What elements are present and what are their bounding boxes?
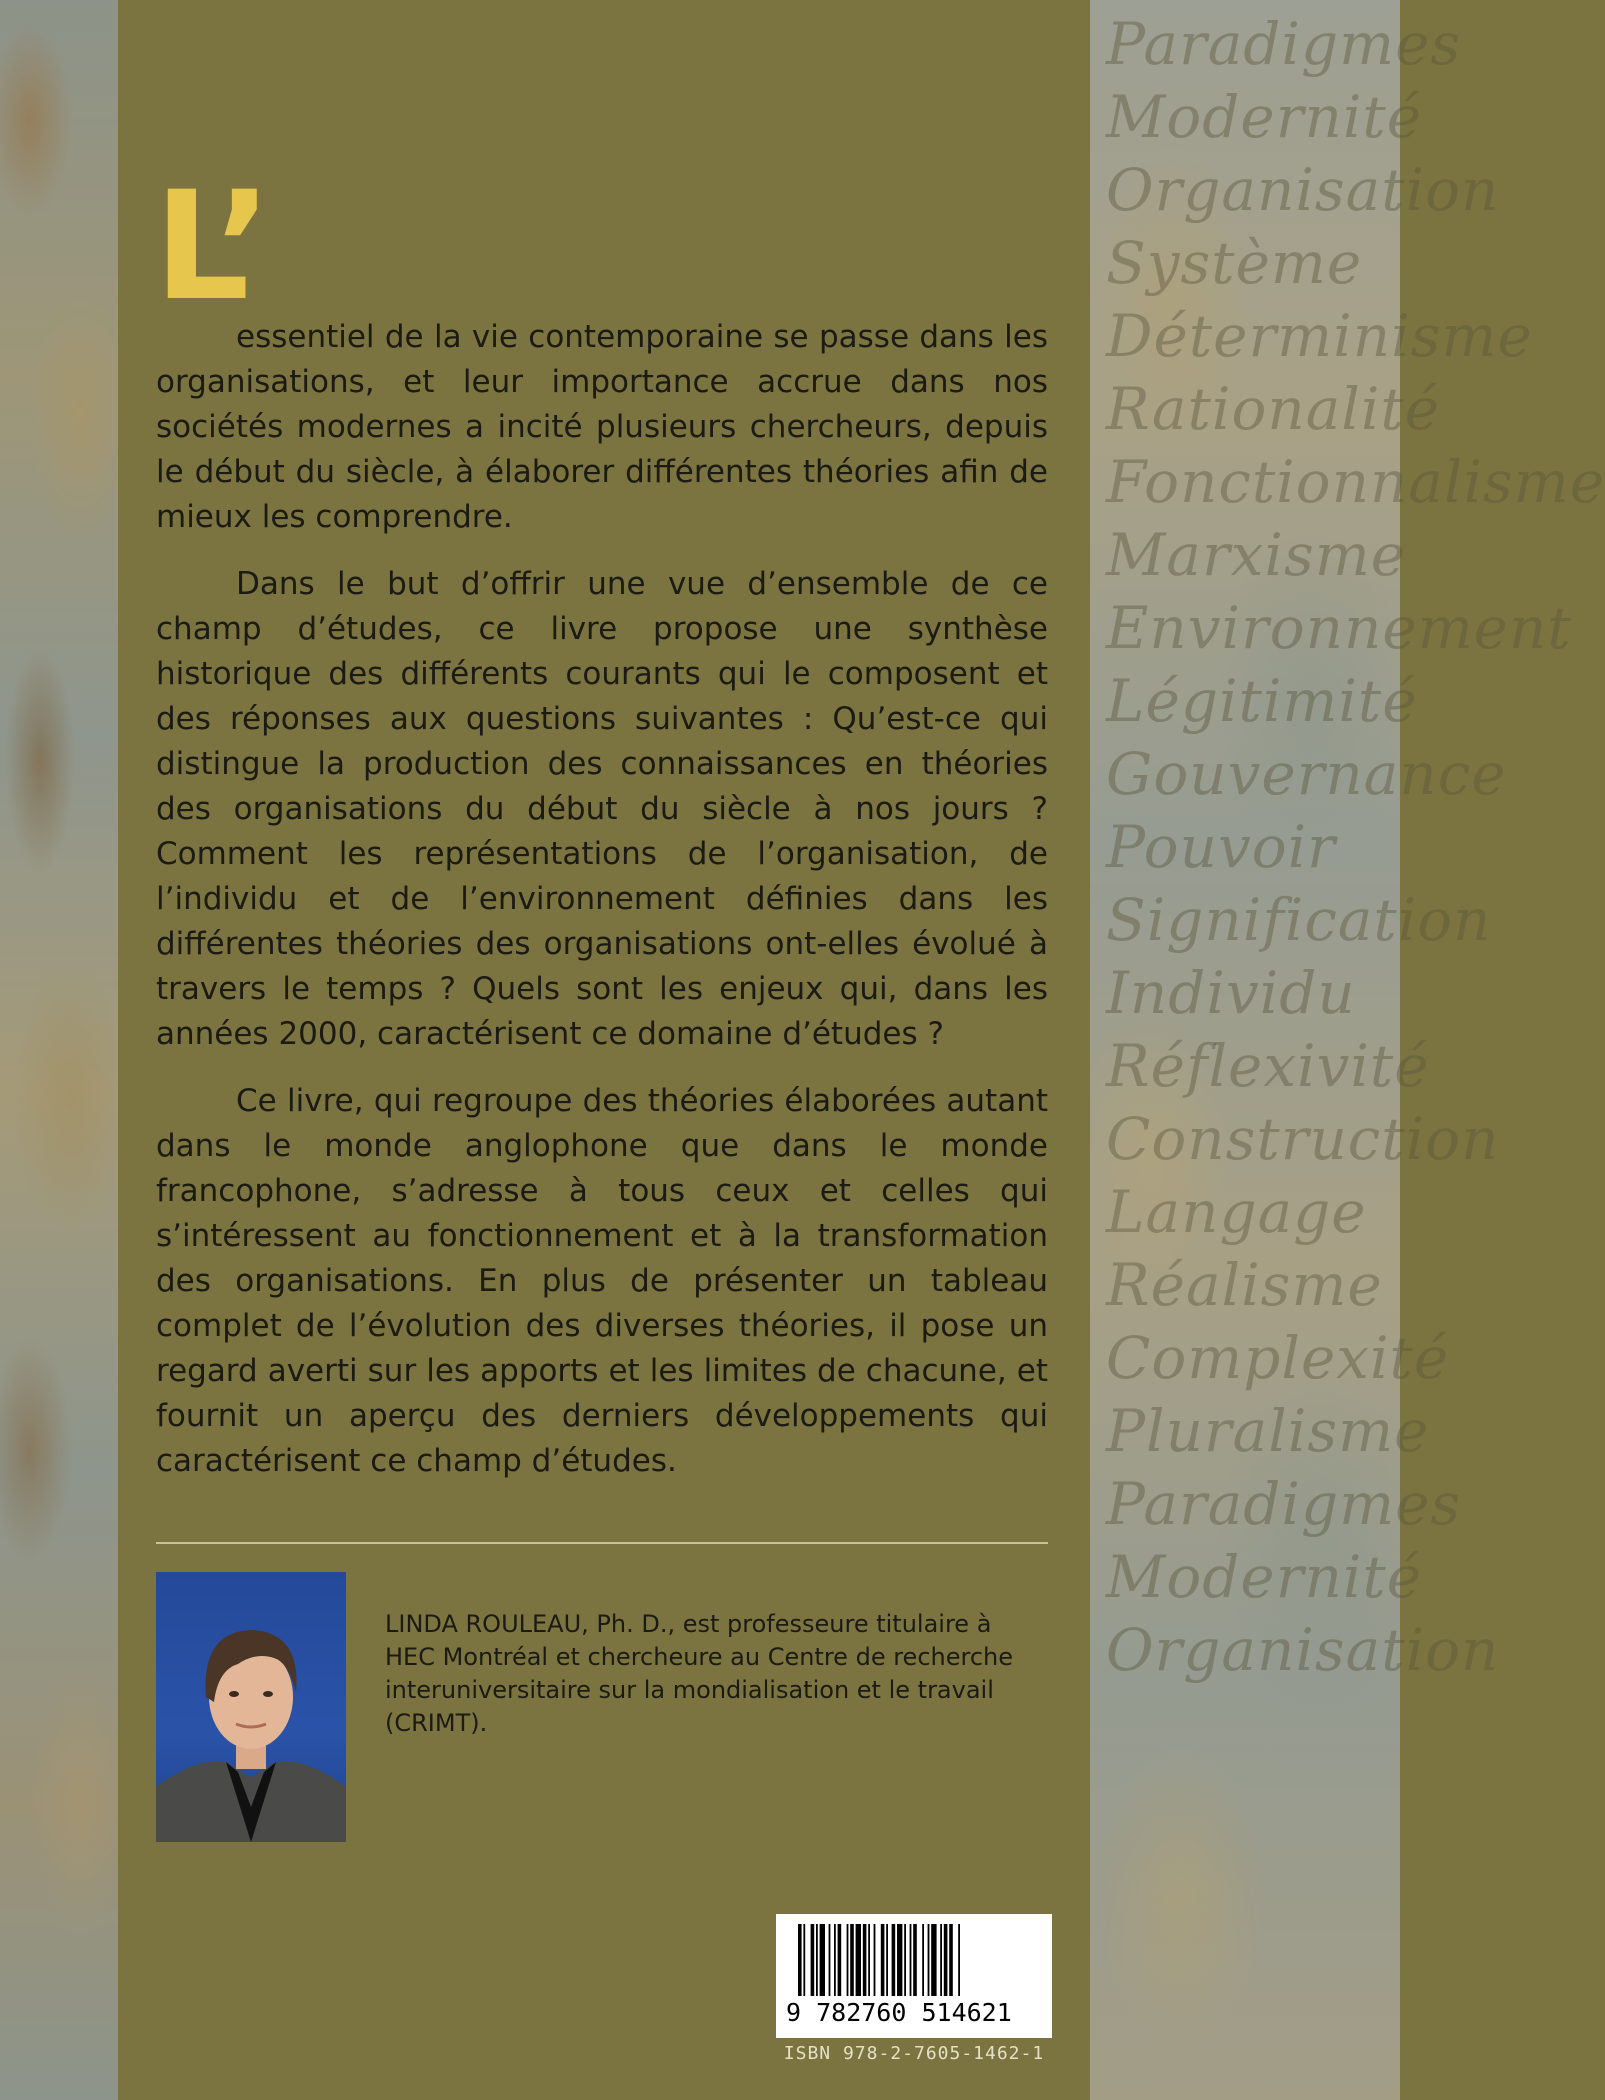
audience-paragraph: Ce livre, qui regroupe des théories élaborées autant dans le monde anglophone que dans le monde francophone, s’adresse à tous ceux et celles qui s’intéressent au fonctionnement et à la transformation des organisations. En plus de présenter un tableau complet de l’évolution des diverses théories, il pose un regard averti sur les apports et les limites de chacune, et fournit un aperçu des derniers développements qui caractérisent ce champ d’études. <box>156 1083 1048 1479</box>
barcode-bar <box>803 1924 805 1996</box>
sidebar-word: Modernité <box>1106 1543 1423 1611</box>
barcode-bar <box>944 1924 948 1996</box>
barcode-bar <box>949 1924 953 1996</box>
barcode-bar <box>904 1924 906 1996</box>
sidebar-word: Système <box>1106 229 1363 297</box>
barcode-bar <box>816 1924 818 1996</box>
barcode-bar <box>913 1924 917 1996</box>
barcode-bar <box>847 1924 849 1996</box>
intro-paragraph <box>154 160 1048 540</box>
sidebar-word: Déterminisme <box>1106 302 1533 370</box>
barcode-bar <box>820 1924 825 1996</box>
back-cover-text <box>154 160 1048 1506</box>
sidebar-word: Réalisme <box>1106 1251 1383 1319</box>
marbled-right-border <box>1090 0 1605 2100</box>
barcode-bar <box>940 1924 942 1996</box>
sidebar-word: Signification <box>1106 886 1492 954</box>
intro-text: essentiel de la vie contemporaine se passe dans les organisations, et leur importance accrue dans nos sociétés modernes a incité plusieurs chercheurs, depuis le début du siècle, à élaborer différentes théories afin de mieux les comprendre. <box>156 319 1048 535</box>
sidebar-word: Pluralisme <box>1106 1397 1430 1465</box>
sidebar-word: Complexité <box>1106 1324 1450 1392</box>
barcode-bar <box>886 1924 888 1996</box>
sidebar-word: Langage <box>1106 1178 1367 1246</box>
sidebar-word: Organisation <box>1106 156 1500 224</box>
barcode-bar <box>856 1924 861 1996</box>
sidebar-word: Paradigmes <box>1106 10 1462 78</box>
barcode-bar <box>928 1924 930 1996</box>
divider-rule <box>156 1542 1048 1544</box>
barcode-bar <box>892 1924 896 1996</box>
barcode-bar <box>922 1924 924 1996</box>
barcode-bar <box>834 1924 836 1996</box>
barcode-bar <box>910 1924 912 1996</box>
barcode-bar <box>931 1924 936 1996</box>
barcode-bar <box>829 1924 831 1996</box>
barcode-bar <box>881 1924 885 1996</box>
sidebar-word: Marxisme <box>1106 521 1407 589</box>
sidebar-word: Rationalité <box>1106 375 1441 443</box>
questions-paragraph: Dans le but d’offrir une vue d’ensemble de ce champ d’études, ce livre propose une synthèse historique des différents courants qui le composent et des réponses aux questions suivantes : Qu’est-ce qui distingue la production des connaissances en théories des organisations du début du siècle à nos jours ? Comment les représentations de l’organisation, de l’individu et de l’environnement définies dans les différentes théories des organisations ont-elles évolué à travers le temps ? Quels sont les enjeux qui, dans les années 2000, caractérisent ce domaine d’études ? <box>156 566 1048 1052</box>
author-photo <box>156 1572 346 1842</box>
barcode-bar <box>874 1924 876 1996</box>
barcode-bar <box>863 1924 867 1996</box>
barcode-bars <box>776 1914 1052 1998</box>
barcode-bar <box>838 1924 842 1996</box>
barcode-bar <box>798 1924 802 1996</box>
barcode-bar <box>868 1924 870 1996</box>
drop-cap: L’ <box>154 160 273 334</box>
sidebar-word: Gouvernance <box>1106 740 1507 808</box>
sidebar-word: Réflexivité <box>1106 1032 1430 1100</box>
author-bio: LINDA ROULEAU, Ph. D., est professeure titulaire à HEC Montréal et chercheure au Centre de recherche interuniversitaire sur la mondialisation et le travail (CRIMT). <box>385 1610 1013 1737</box>
sidebar-word: Organisation <box>1106 1616 1500 1684</box>
sidebar-word: Individu <box>1106 959 1356 1027</box>
sidebar-word-list <box>1106 8 1605 1687</box>
sidebar-word: Environnement <box>1106 594 1572 662</box>
sidebar-word: Fonctionnalisme <box>1106 448 1605 516</box>
barcode-digits: 9 782760 514621 <box>786 1998 1012 2027</box>
sidebar-word: Pouvoir <box>1106 813 1336 881</box>
barcode-bar <box>811 1924 815 1996</box>
marbled-left-border <box>0 0 118 2100</box>
barcode-bar <box>897 1924 902 1996</box>
barcode-bar <box>958 1924 960 1996</box>
sidebar-word: Paradigmes <box>1106 1470 1462 1538</box>
isbn-label: ISBN 978-2-7605-1462-1 <box>783 2043 1045 2064</box>
barcode <box>776 1914 1052 2038</box>
barcode-bar <box>850 1924 854 1996</box>
sidebar-word: Légitimité <box>1106 667 1418 735</box>
sidebar-word: Modernité <box>1106 83 1423 151</box>
sidebar-word: Construction <box>1106 1105 1500 1173</box>
